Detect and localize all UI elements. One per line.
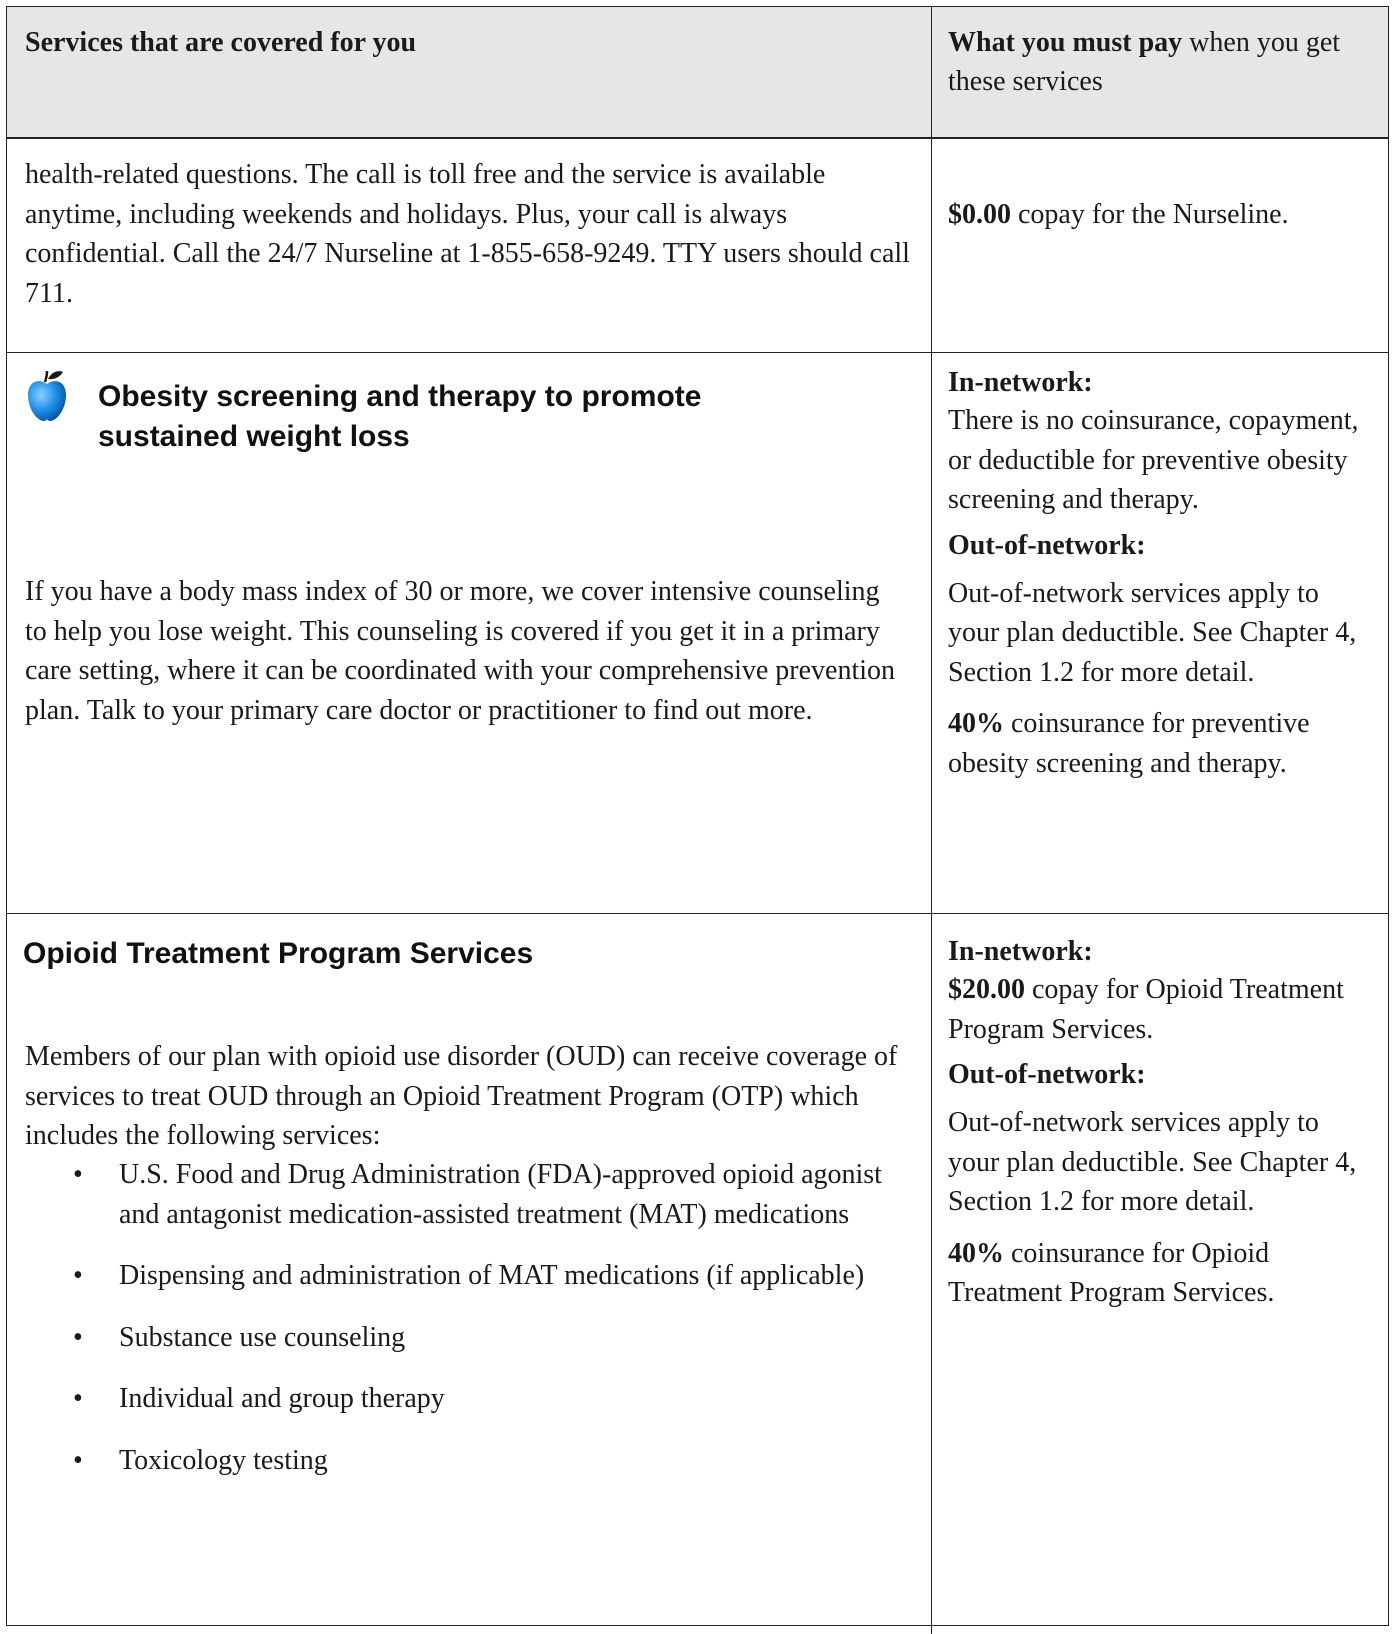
bullet: • — [73, 1383, 83, 1414]
obesity-in-network-text: There is no coinsurance, copayment, or deductible for preventive obesity screening and therapy. — [948, 405, 1359, 515]
opioid-in-network-copay — [948, 970, 1372, 1049]
table-row-opioid — [7, 914, 1388, 1634]
opioid-out-network-text: Out-of-network services apply to your plan deductible. See Chapter 4, Section 1.2 for more detail. — [948, 1107, 1357, 1217]
header-services-cell — [7, 7, 932, 137]
obesity-coinsurance-text: coinsurance for preventive obesity screening and therapy. — [948, 708, 1310, 779]
list-item — [25, 1155, 905, 1234]
list-item-text: Substance use counseling — [119, 1321, 406, 1353]
opioid-out-network-label: Out-of-network: — [948, 1059, 1146, 1090]
benefits-table — [6, 6, 1389, 1626]
obesity-out-network-label: Out-of-network: — [948, 529, 1146, 561]
table-row-obesity — [7, 353, 1388, 914]
list-item — [25, 1441, 905, 1481]
table-row-nurseline — [7, 139, 1388, 353]
opioid-title: Opioid Treatment Program Services — [23, 937, 534, 970]
list-item — [25, 1256, 905, 1296]
bullet: • — [73, 1321, 83, 1353]
list-item-text: U.S. Food and Drug Administration (FDA)-approved opioid agonist and antagonist medication-assisted treatment (MAT) medications — [119, 1159, 882, 1230]
list-item-text: Individual and group therapy — [119, 1383, 445, 1414]
opioid-pay-cell — [932, 914, 1388, 1634]
opioid-intro: Members of our plan with opioid use disorder (OUD) can receive coverage of services to treat OUD through an Opioid Treatment Program (OTP) which includes the following services: — [25, 1041, 898, 1151]
opioid-coinsurance — [948, 1234, 1372, 1313]
obesity-out-network-text: Out-of-network services apply to your plan deductible. See Chapter 4, Section 1.2 for more detail. — [948, 577, 1357, 688]
list-item-text: Dispensing and administration of MAT medications (if applicable) — [119, 1260, 865, 1291]
obesity-pay-cell — [932, 353, 1388, 913]
header-pay-rest: when you get these services — [948, 27, 1341, 97]
opioid-in-network-amount: $20.00 — [948, 974, 1025, 1005]
nurseline-description-cell — [7, 139, 932, 352]
obesity-coinsurance — [948, 704, 1372, 783]
bullet: • — [73, 1159, 83, 1190]
obesity-coinsurance-amount: 40% — [948, 708, 1004, 739]
opioid-coinsurance-text: coinsurance for Opioid Treatment Program Services. — [948, 1237, 1275, 1308]
opioid-services-list — [25, 1155, 905, 1480]
nurseline-pay-cell — [932, 139, 1388, 352]
header-services-label: Services that are covered for you — [25, 27, 417, 58]
obesity-description: If you have a body mass index of 30 or more, we cover intensive counseling to help you lose weight. This counseling is covered if you get it in a primary care setting, where it can be coordinated with your comprehensive prevention plan. Talk to your primary care doctor or practitioner to find out more. — [25, 576, 896, 726]
list-item — [25, 1318, 905, 1358]
opioid-in-network-text: copay for Opioid Treatment Program Services. — [948, 974, 1344, 1045]
obesity-title: Obesity screening and therapy to promote sustained weight loss — [98, 380, 702, 453]
bullet: • — [73, 1444, 83, 1476]
list-item-text: Toxicology testing — [119, 1444, 328, 1476]
obesity-in-network-label: In-network: — [948, 367, 1093, 398]
apple-icon — [25, 367, 69, 423]
nurseline-description: health-related questions. The call is toll free and the service is available anytime, including weekends and holidays. Plus, your call is always confidential. Call the 24/7 Nurseline at 1-855-658-9249. TTY users should call 711. — [25, 159, 910, 309]
opioid-in-network-label: In-network: — [948, 936, 1093, 967]
list-item — [25, 1379, 905, 1419]
bullet: • — [73, 1260, 83, 1291]
table-header — [7, 7, 1388, 139]
obesity-service-cell — [7, 353, 932, 913]
opioid-service-cell — [7, 914, 932, 1634]
nurseline-copay-text: copay for the Nurseline. — [1011, 199, 1289, 230]
header-pay-bold: What you must pay — [948, 27, 1183, 58]
nurseline-copay-amount: $0.00 — [948, 199, 1011, 230]
opioid-coinsurance-amount: 40% — [948, 1237, 1004, 1269]
header-pay-cell — [932, 7, 1388, 137]
